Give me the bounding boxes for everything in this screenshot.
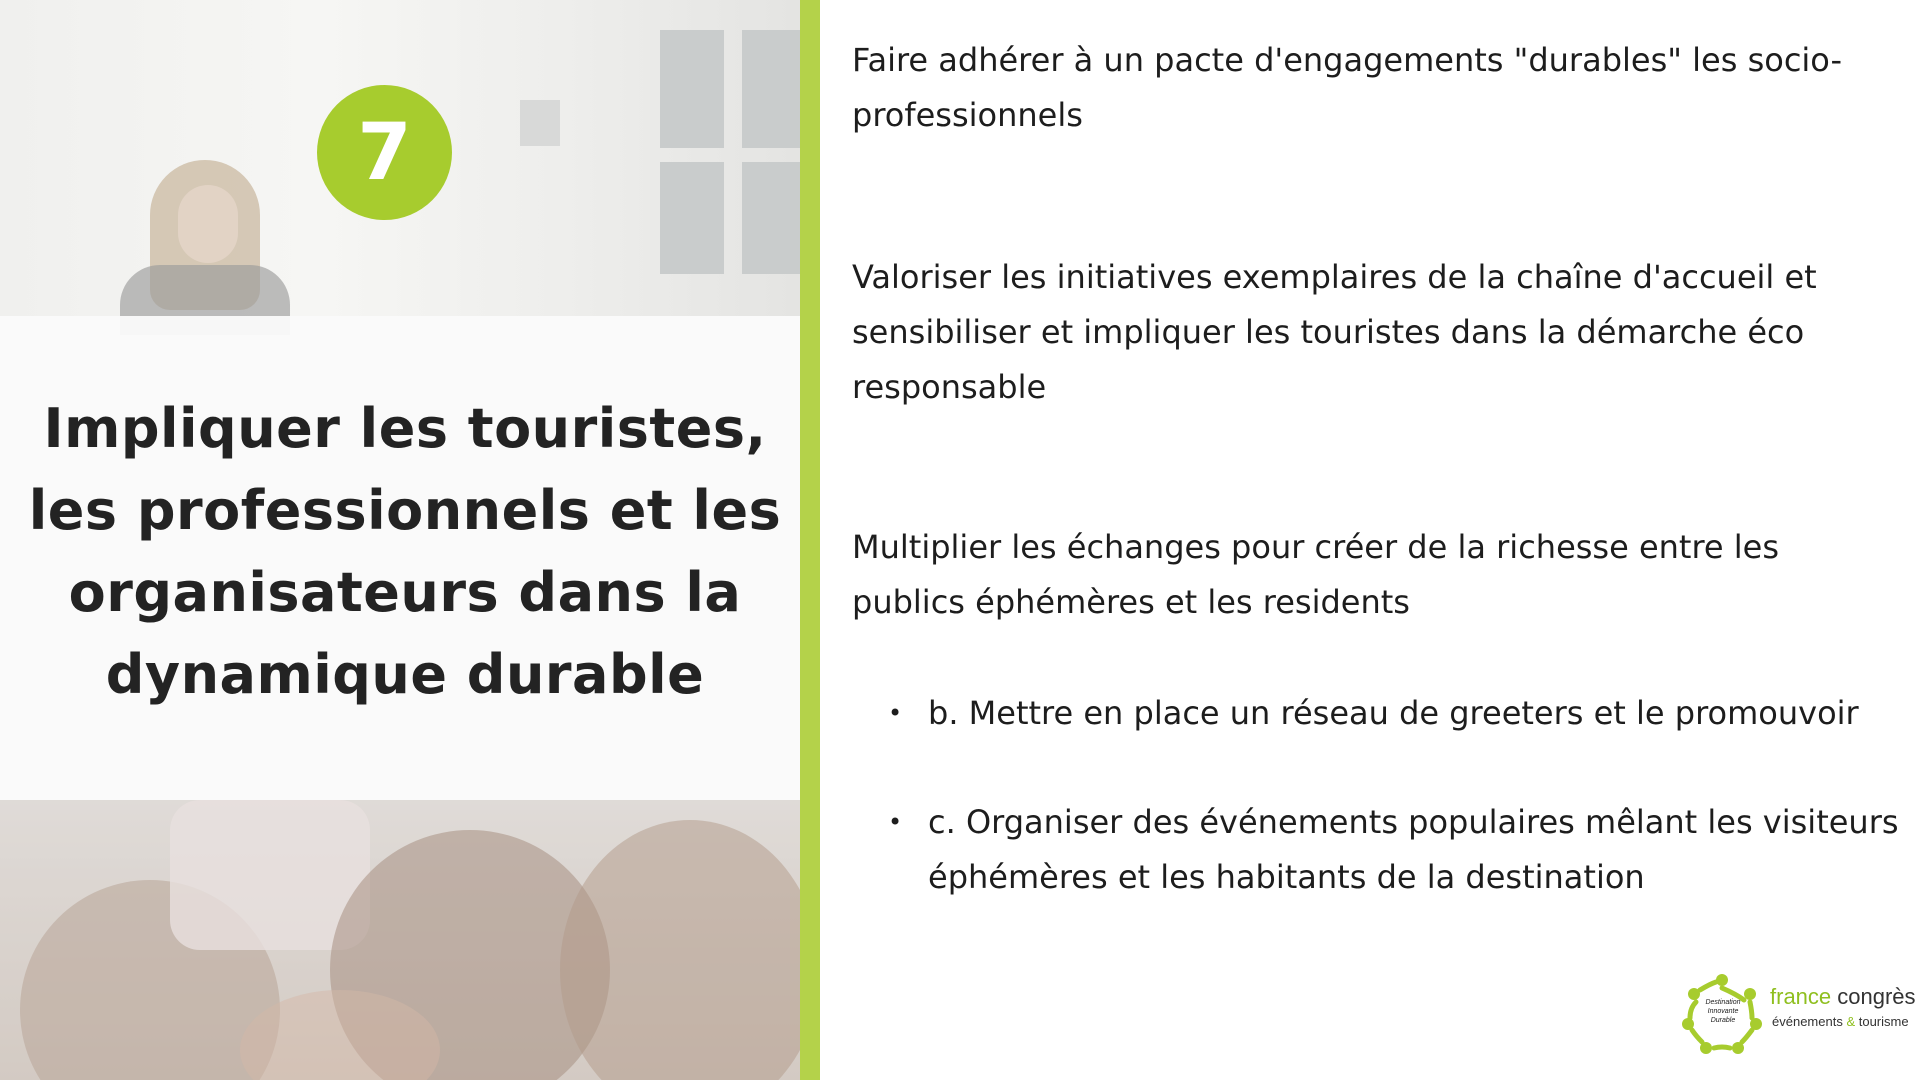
logo-mark-caption: Destination Innovante Durable — [1705, 999, 1741, 1024]
list-item — [888, 686, 1908, 741]
bullet-icon: • — [888, 808, 903, 836]
paragraph-valoriser: Valoriser les initiatives exemplaires de la chaîne d'accueil et sensibiliser et impliquer les touristes dans la démarche éco responsable — [852, 258, 1817, 406]
audience-photo — [0, 800, 800, 1080]
green-divider — [800, 0, 820, 1080]
bullet-text-greeters: b. Mettre en place un réseau de greeters et le promouvoir — [928, 694, 1859, 732]
list-item — [888, 795, 1920, 905]
bullet-text-evenements: c. Organiser des événements populaires mêlant les visiteurs éphémères et les habitants de la destination — [928, 803, 1899, 896]
slide-title: Impliquer les touristes, les professionnels et les organisateurs dans la dynamique durable — [28, 397, 782, 706]
logo-name: france congrès — [1770, 984, 1916, 1009]
paragraph-pacte: Faire adhérer à un pacte d'engagements "durables" les socio-professionnels — [852, 41, 1843, 134]
left-panel — [0, 0, 800, 1080]
step-number-badge: 7 — [317, 85, 452, 220]
france-congres-logo — [1680, 972, 1916, 1056]
bullet-icon: • — [888, 699, 903, 727]
logo-tagline: événements & tourisme — [1772, 1014, 1909, 1029]
paragraph-multiplier: Multiplier les échanges pour créer de la richesse entre les publics éphémères et les residents — [852, 528, 1780, 621]
